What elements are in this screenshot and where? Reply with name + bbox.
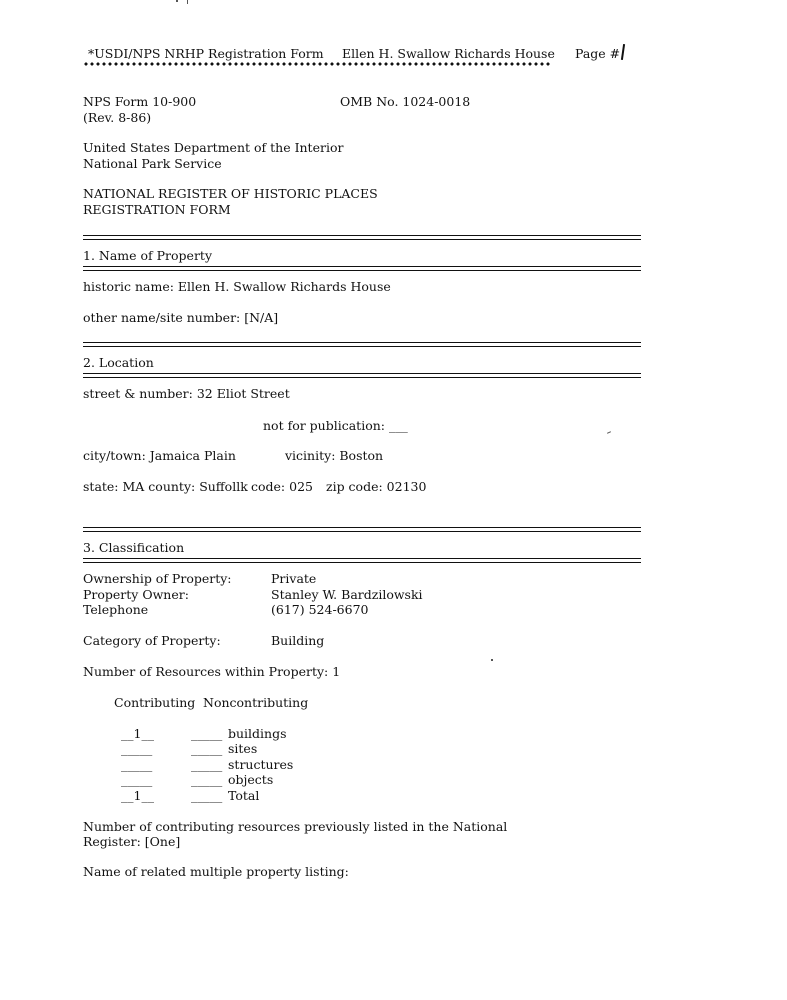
- ownership-label: Ownership of Property:: [83, 571, 232, 586]
- form-revision: (Rev. 8-86): [83, 110, 152, 125]
- section-rule: [83, 556, 641, 566]
- table-row-label: sites: [228, 741, 258, 756]
- county-code: code: 025: [251, 479, 313, 494]
- section-rule: [83, 525, 641, 535]
- table-row-contributing: _____: [121, 772, 153, 787]
- ownership-value: Private: [271, 571, 317, 586]
- table-row-label: structures: [228, 757, 294, 772]
- section1-heading: 1. Name of Property: [83, 248, 213, 263]
- table-row-noncontributing: _____: [191, 757, 223, 772]
- table-row-label: Total: [228, 788, 260, 803]
- zip-code: zip code: 02130: [326, 479, 427, 494]
- section2-heading: 2. Location: [83, 355, 154, 370]
- related-property-listing: Name of related multiple property listing:: [83, 864, 349, 879]
- previously-listed-line2: Register: [One]: [83, 834, 181, 849]
- telephone-value: (617) 524-6670: [271, 602, 369, 617]
- table-row-noncontributing: _____: [191, 772, 223, 787]
- section-rule: [83, 371, 641, 381]
- previously-listed-line1: Number of contributing resources previously listed in the National: [83, 819, 508, 834]
- column-noncontributing: Noncontributing: [203, 695, 309, 710]
- header-form-name: *USDI/NPS NRHP Registration Form: [88, 46, 324, 61]
- scan-speck: [176, 0, 178, 2]
- form-number: NPS Form 10-900: [83, 94, 197, 109]
- department: United States Department of the Interior: [83, 140, 344, 155]
- city-town: city/town: Jamaica Plain: [83, 448, 236, 463]
- category-label: Category of Property:: [83, 633, 221, 648]
- table-row-contributing: __1__: [121, 726, 154, 741]
- section-rule: [83, 340, 641, 350]
- section3-heading: 3. Classification: [83, 540, 185, 555]
- header-page-label: Page #: [575, 46, 621, 61]
- column-contributing: Contributing: [114, 695, 196, 710]
- telephone-label: Telephone: [83, 602, 149, 617]
- table-row-noncontributing: _____: [191, 726, 223, 741]
- resources-count: Number of Resources within Property: 1: [83, 664, 341, 679]
- table-row-contributing: _____: [121, 741, 153, 756]
- historic-name: historic name: Ellen H. Swallow Richards House: [83, 279, 391, 294]
- owner-value: Stanley W. Bardzilowski: [271, 587, 423, 602]
- scan-speck: [607, 431, 611, 434]
- section-rule: [83, 264, 641, 274]
- scan-speck: [491, 659, 493, 661]
- category-value: Building: [271, 633, 325, 648]
- omb-number: OMB No. 1024-0018: [340, 94, 471, 109]
- table-row-noncontributing: _____: [191, 741, 223, 756]
- agency: National Park Service: [83, 156, 222, 171]
- street-number: street & number: 32 Eliot Street: [83, 386, 290, 401]
- owner-label: Property Owner:: [83, 587, 189, 602]
- table-row-label: objects: [228, 772, 274, 787]
- state-county: state: MA county: Suffollk: [83, 479, 248, 494]
- not-for-publication: not for publication: ___: [263, 418, 408, 433]
- scan-speck: [187, 0, 188, 4]
- page-number-mark: [621, 44, 625, 60]
- header-property-name: Ellen H. Swallow Richards House: [342, 46, 555, 61]
- table-row-contributing: __1__: [121, 788, 154, 803]
- form-title-line1: NATIONAL REGISTER OF HISTORIC PLACES: [83, 186, 378, 201]
- table-row-noncontributing: _____: [191, 788, 223, 803]
- table-row-label: buildings: [228, 726, 287, 741]
- section-rule: [83, 233, 641, 243]
- form-title-line2: REGISTRATION FORM: [83, 202, 231, 217]
- vicinity: vicinity: Boston: [285, 448, 384, 463]
- table-row-contributing: _____: [121, 757, 153, 772]
- header-asterisk-rule: [83, 61, 551, 67]
- other-name: other name/site number: [N/A]: [83, 310, 279, 325]
